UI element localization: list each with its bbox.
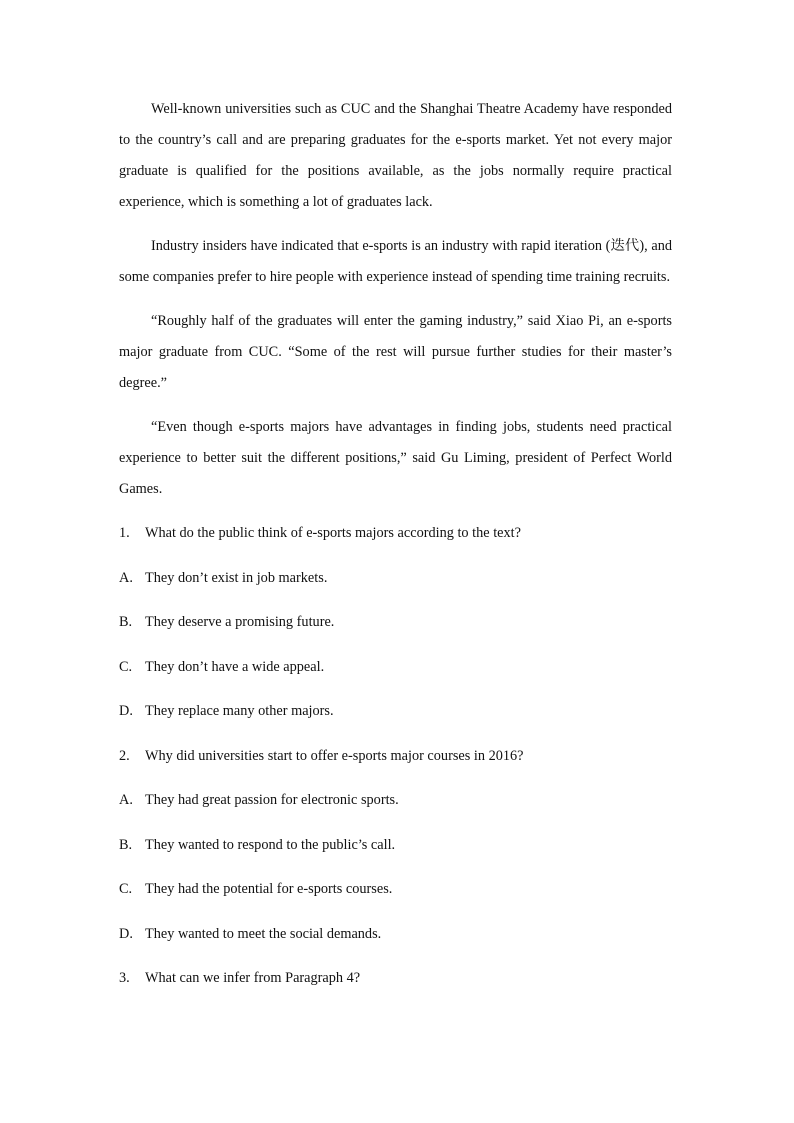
option-1c <box>119 652 672 683</box>
question-text: What can we infer from Paragraph 4? <box>145 970 361 986</box>
option-text: They wanted to meet the social demands. <box>145 925 382 942</box>
question-text: Why did universities start to offer e-sports major courses in 2016? <box>145 747 524 764</box>
option-2d <box>119 919 672 950</box>
passage-paragraph-1: Well-known universities such as CUC and the Shanghai Theatre Academy have responded to the country’s call and are preparing graduates for the e-sports market. Yet not every major graduate is qualified for the positions available, as the jobs normally require practical experience, which is something a lot of graduates lack. <box>119 101 672 210</box>
question-1 <box>119 518 672 549</box>
option-text: They deserve a promising future. <box>145 614 335 630</box>
option-letter: B. <box>119 614 133 630</box>
option-1b <box>119 607 672 638</box>
option-letter: A. <box>119 792 133 808</box>
option-1d <box>119 696 672 727</box>
question-text: What do the public think of e-sports majors according to the text? <box>145 525 521 541</box>
question-3 <box>119 963 672 994</box>
option-text: They don’t have a wide appeal. <box>145 658 325 675</box>
option-text: They don’t exist in job markets. <box>145 569 328 586</box>
option-text: They had the potential for e-sports courses. <box>145 881 393 897</box>
option-letter: A. <box>119 569 133 586</box>
option-2c <box>119 874 672 905</box>
question-number: 3. <box>119 970 130 986</box>
question-number: 2. <box>119 747 130 764</box>
passage-paragraph-2: Industry insiders have indicated that e-sports is an industry with rapid iteration (迭代), and some companies prefer to hire people with experience instead of spending time training recruits. <box>119 238 672 285</box>
option-text: They replace many other majors. <box>145 703 334 719</box>
question-number: 1. <box>119 525 130 541</box>
option-2b <box>119 830 672 861</box>
document-page <box>119 94 672 1008</box>
option-letter: B. <box>119 836 133 853</box>
option-text: They had great passion for electronic sports. <box>145 792 399 808</box>
option-letter: C. <box>119 658 133 675</box>
option-letter: D. <box>119 703 133 719</box>
option-text: They wanted to respond to the public’s call. <box>145 836 396 853</box>
option-letter: D. <box>119 925 133 942</box>
passage-paragraph-3: “Roughly half of the graduates will enter the gaming industry,” said Xiao Pi, an e-sports major graduate from CUC. “Some of the rest will pursue further studies for their master’s degree.” <box>119 313 672 391</box>
option-1a <box>119 563 672 594</box>
question-2 <box>119 741 672 772</box>
option-2a <box>119 785 672 816</box>
passage-paragraph-4: “Even though e-sports majors have advantages in finding jobs, students need practical experience to better suit the different positions,” said Gu Liming, president of Perfect World Games. <box>119 419 672 497</box>
option-letter: C. <box>119 881 133 897</box>
